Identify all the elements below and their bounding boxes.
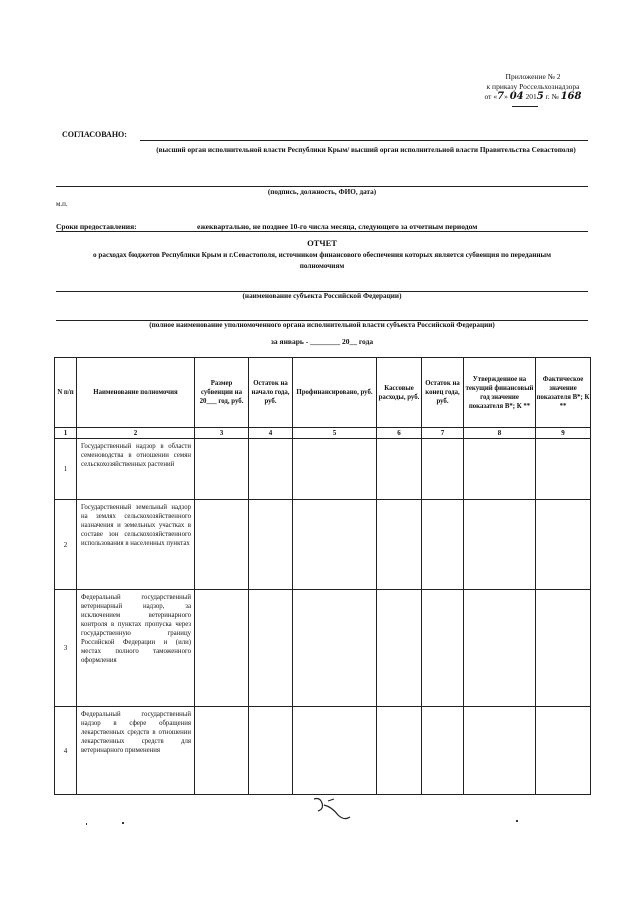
column-number: 7	[422, 428, 464, 439]
balance-start-cell[interactable]	[249, 590, 293, 707]
stamp-place: м.п.	[56, 200, 68, 208]
deadline-label: Сроки предоставления:	[56, 222, 137, 231]
power-name: Федеральный государственный надзор в сфере обращения лекарственных средств в отношении лекарственных средств для ветеринарного применения	[81, 711, 191, 754]
column-number: 2	[77, 428, 195, 439]
header-power-name: Наименование полномочия	[77, 358, 195, 428]
power-name: Государственный земельный надзор на землях сельскохозяйственного назначения и земельных участках в составе зон сельскохозяйственного использования в населенных пунктах	[81, 504, 191, 547]
handwritten-mark-icon	[310, 795, 356, 825]
subvention-cell[interactable]	[195, 590, 249, 707]
agreed-label: СОГЛАСОВАНО:	[62, 130, 127, 139]
actual-value-cell[interactable]	[536, 707, 591, 795]
actual-value-cell[interactable]	[536, 439, 591, 500]
report-title: ОТЧЕТ	[307, 238, 337, 248]
balance-start-cell[interactable]	[249, 500, 293, 590]
deadline-line	[56, 231, 588, 232]
column-number: 3	[195, 428, 249, 439]
column-number: 1	[55, 428, 77, 439]
annex-date-number: от «7» 04 2015 г. № 168	[484, 91, 582, 102]
authority-caption: (полное наименование уполномоченного органа исполнительной власти субъекта Российской Федерации)	[149, 321, 495, 329]
subject-caption: (наименование субъекта Российской Федерации)	[242, 292, 402, 300]
signature-caption: (подпись, должность, ФИО, дата)	[267, 188, 377, 196]
annex-year-digit: 5	[536, 91, 544, 102]
header-balance-start: Остаток на начало года, руб.	[249, 358, 293, 428]
annex-month: 04	[509, 91, 524, 102]
row-number: 2	[55, 500, 77, 590]
power-name: Государственный надзор в области семеноводства в отношении семян сельскохозяйственных растений	[81, 443, 191, 468]
balance-end-cell[interactable]	[422, 707, 464, 795]
annex-reference	[448, 72, 618, 102]
header-number: N п/п	[55, 358, 77, 428]
annex-day: 7	[497, 91, 505, 102]
column-number: 5	[293, 428, 377, 439]
header-actual-value: Фактическое значение показателя В*; К **	[536, 358, 591, 428]
approved-value-cell[interactable]	[464, 707, 536, 795]
header-financed: Профинансировано, руб.	[293, 358, 377, 428]
scan-speck	[516, 820, 518, 822]
header-cash-expenses: Кассовые расходы, руб.	[377, 358, 422, 428]
table-row	[55, 500, 591, 590]
actual-value-cell[interactable]	[536, 500, 591, 590]
balance-end-cell[interactable]	[422, 500, 464, 590]
financed-cell[interactable]	[293, 500, 377, 590]
signature-line	[56, 186, 588, 187]
balance-start-cell[interactable]	[249, 707, 293, 795]
financed-cell[interactable]	[293, 439, 377, 500]
row-number: 3	[55, 590, 77, 707]
agreed-authority-line	[140, 140, 588, 141]
header-approved-value: Утвержденное на текущий финансовый год значение показателя В*; К **	[464, 358, 536, 428]
subvention-cell[interactable]	[195, 707, 249, 795]
power-name-cell	[77, 707, 195, 795]
approved-value-cell[interactable]	[464, 500, 536, 590]
scan-speck	[86, 823, 87, 825]
column-number: 8	[464, 428, 536, 439]
subvention-cell[interactable]	[195, 500, 249, 590]
header-balance-end: Остаток на конец года, руб.	[422, 358, 464, 428]
header-subvention: Размер субвенции на 20___ год, руб.	[195, 358, 249, 428]
report-period: за январь - ________ 20__ года	[270, 337, 374, 346]
column-number: 4	[249, 428, 293, 439]
annex-underline	[512, 106, 538, 107]
report-table	[54, 357, 591, 795]
approved-value-cell[interactable]	[464, 439, 536, 500]
balance-end-cell[interactable]	[422, 439, 464, 500]
power-name-cell	[77, 500, 195, 590]
column-number: 6	[377, 428, 422, 439]
table-row	[55, 707, 591, 795]
power-name-cell	[77, 590, 195, 707]
deadline-value: ежеквартально, не позднее 10-го числа месяца, следующего за отчетным периодом	[197, 222, 478, 231]
row-number: 4	[55, 707, 77, 795]
actual-value-cell[interactable]	[536, 590, 591, 707]
cash-expenses-cell[interactable]	[377, 439, 422, 500]
table-row	[55, 439, 591, 500]
annex-number: 168	[560, 91, 582, 102]
cash-expenses-cell[interactable]	[377, 707, 422, 795]
report-subtitle: о расходах бюджетов Республики Крым и г.Севастополя, источником финансового обеспечения которых является субвенция по переданным полномочиям	[93, 251, 551, 270]
agreed-authority-caption: (высший орган исполнительной власти Республики Крым/ высший орган исполнительной власти Правительства Севастополя)	[156, 146, 576, 154]
balance-end-cell[interactable]	[422, 590, 464, 707]
approved-value-cell[interactable]	[464, 590, 536, 707]
financed-cell[interactable]	[293, 707, 377, 795]
power-name-cell	[77, 439, 195, 500]
power-name: Федеральный государственный ветеринарный надзор, за исключением ветеринарного контроля в пунктах пропуска через государственную границу Российской Федерации и (или) местах полного таможенного оформления	[81, 594, 191, 664]
table-header-row	[55, 358, 591, 428]
financed-cell[interactable]	[293, 590, 377, 707]
cash-expenses-cell[interactable]	[377, 500, 422, 590]
row-number: 1	[55, 439, 77, 500]
subvention-cell[interactable]	[195, 439, 249, 500]
balance-start-cell[interactable]	[249, 439, 293, 500]
column-number: 9	[536, 428, 591, 439]
table-row	[55, 590, 591, 707]
column-numbers-row	[55, 428, 591, 439]
scan-speck	[122, 822, 124, 824]
annex-title: Приложение № 2	[505, 72, 561, 81]
annex-order: к приказу Россельхознадзора	[486, 82, 580, 91]
cash-expenses-cell[interactable]	[377, 590, 422, 707]
